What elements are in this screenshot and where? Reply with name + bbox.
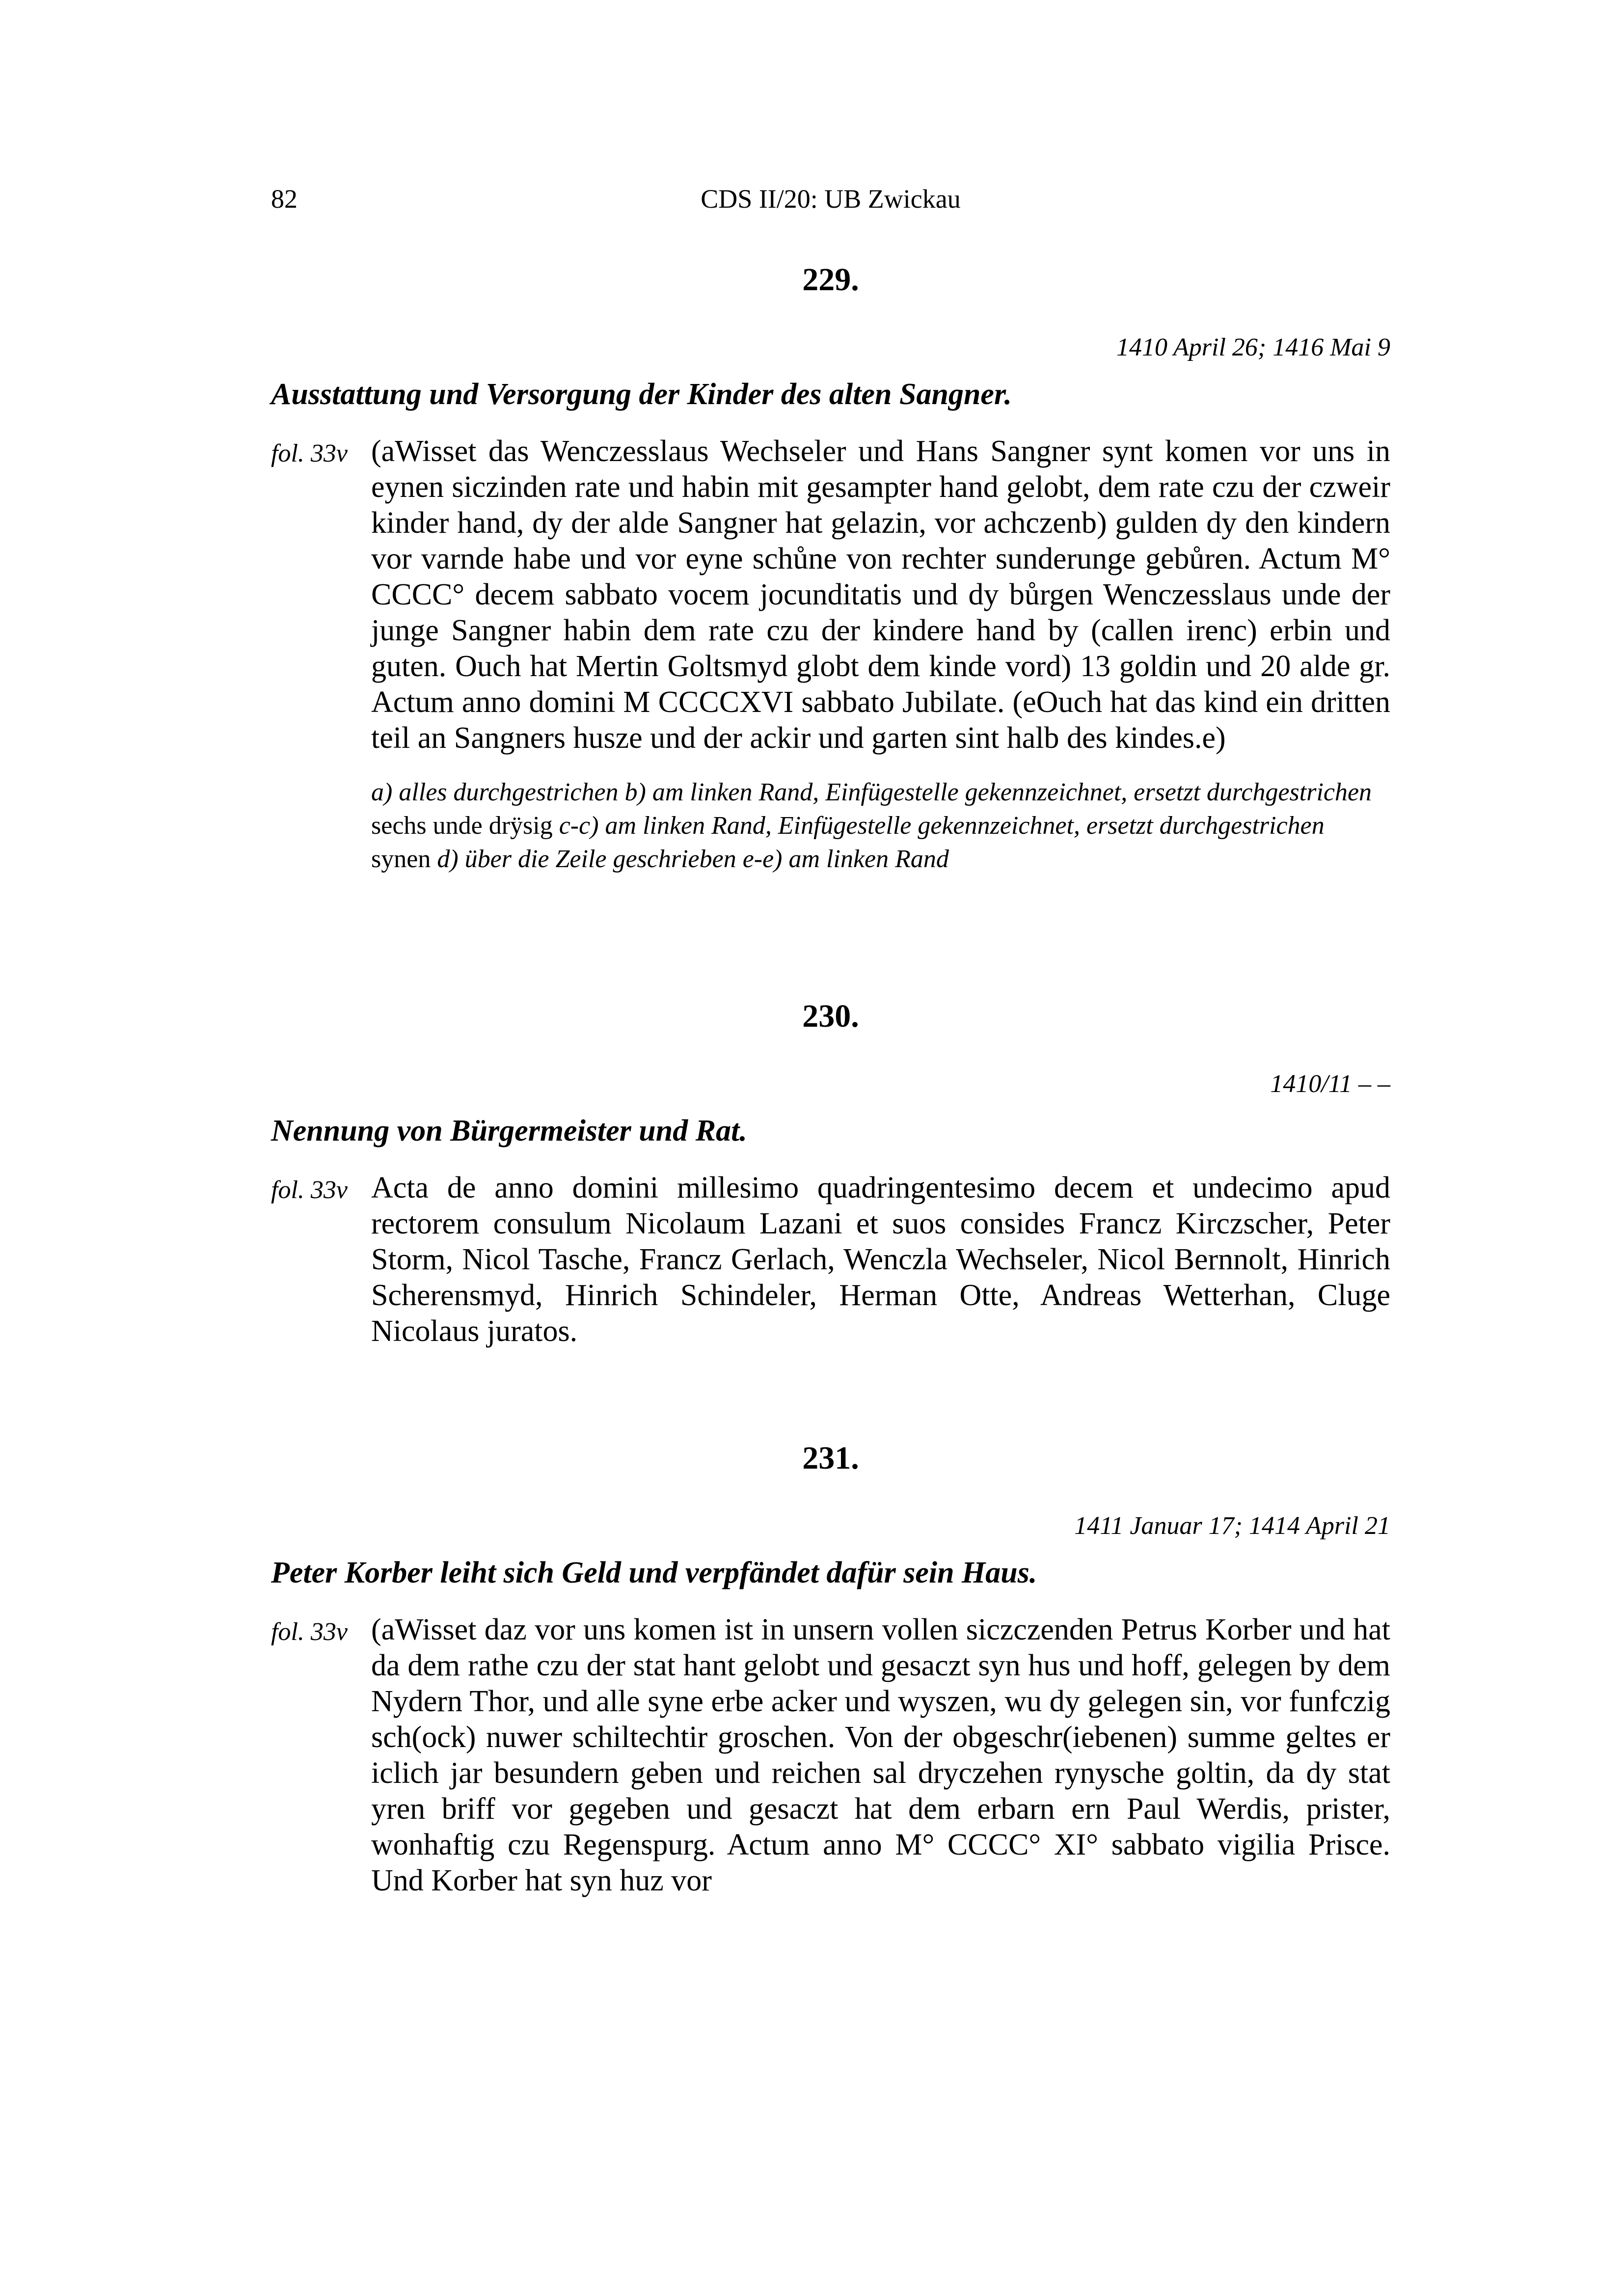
- apparatus-quote: synen: [371, 845, 431, 873]
- document-text-content: Acta de anno domini millesimo quadringentesimo decem et undecimo apud rectorem consulum Nicolaum Lazani et suos consides Francz Kirczscher, Peter Storm, Nicol Tasche, Francz Gerlach, Wenczla Wechseler, Nicol Bernnolt, Hinrich Scherensmyd, Hinrich Schindeler, Herman Otte, Andreas Wetterhan, Cluge Nicolaus juratos.: [371, 1171, 1390, 1348]
- document-title: Nennung von Bürgermeister und Rat.: [271, 1114, 747, 1148]
- document-text: [271, 1612, 1390, 1899]
- running-head: CDS II/20: UB Zwickau: [701, 184, 961, 214]
- document-title: Peter Korber leiht sich Geld und verpfändet dafür sein Haus.: [271, 1556, 1037, 1589]
- folio-reference: fol. 33v: [271, 1176, 348, 1204]
- page-header: [271, 179, 1390, 219]
- document-229: [271, 258, 1390, 876]
- critical-apparatus: [271, 776, 1390, 876]
- apparatus-note: d) über die Zeile geschrieben e-e) am linken Rand: [431, 845, 949, 873]
- apparatus-note: c-c) am linken Rand, Einfügestelle gekennzeichnet, ersetzt durchgestrichen: [552, 812, 1325, 840]
- document-title: Ausstattung und Versorgung der Kinder des alten Sangner.: [271, 378, 1012, 411]
- document-text: [271, 434, 1390, 756]
- document-date: 1410/11 – –: [1270, 1070, 1390, 1098]
- document-231: [271, 1436, 1390, 1899]
- document-date: 1410 April 26; 1416 Mai 9: [1116, 333, 1390, 361]
- apparatus-quote: sechs unde drÿsig: [371, 812, 553, 840]
- document-date: 1411 Januar 17; 1414 April 21: [1074, 1512, 1390, 1540]
- document-text-content: (aWisset das Wenczesslaus Wechseler und Hans Sangner synt komen vor uns in eynen siczinden rate und habin mit gesampter hand gelobt, dem rate czu der czweir kinder hand, dy der alde Sangner hat gelazin, vor achczenb) gulden dy den kindern vor varnde habe und vor eyne schůne von rechter sunderunge gebůren. Actum M° CCCC° decem sabbato vocem jocunditatis und dy bůrgen Wenczesslaus unde der junge Sangner habin dem rate czu der kindere hand by (callen irenc) erbin und guten. Ouch hat Mertin Goltsmyd globt dem kinde vord) 13 goldin und 20 alde gr. Actum anno domini M CCCCXVI sabbato Jubilate. (eOuch hat das kind ein dritten teil an Sangners husze und der ackir und garten sint halb des kindes.e): [371, 435, 1390, 755]
- document-text-content: (aWisset daz vor uns komen ist in unsern vollen siczczenden Petrus Korber und hat da dem rathe czu der stat hant gelobt und gesaczt syn hus und hoff, gelegen by dem Nydern Thor, und alle syne erbe acker und wyszen, wu dy gelegen sin, vor funfczig sch(ock) nuwer schiltechtir groschen. Von der obgeschr(iebenen) summe geltes er iclich jar besundern geben und reichen sal dryczehen rynysche goltin, da dy stat yren briff vor gegeben und gesaczt hat dem erbarn ern Paul Werdis, prister, wonhaftig czu Regenspurg. Actum anno M° CCCC° XI° sabbato vigilia Prisce. Und Korber hat syn huz vor: [371, 1613, 1390, 1897]
- page-number: 82: [271, 184, 298, 214]
- folio-reference: fol. 33v: [271, 1618, 348, 1646]
- document-number: 231.: [802, 1440, 859, 1476]
- document-text: [271, 1170, 1390, 1349]
- document-number: 229.: [802, 262, 859, 298]
- apparatus-note: a) alles durchgestrichen b) am linken Rand, Einfügestelle gekennzeichnet, ersetzt durchgestrichen: [371, 778, 1372, 806]
- document-number: 230.: [802, 998, 859, 1034]
- folio-reference: fol. 33v: [271, 439, 348, 467]
- document-230: [271, 994, 1390, 1349]
